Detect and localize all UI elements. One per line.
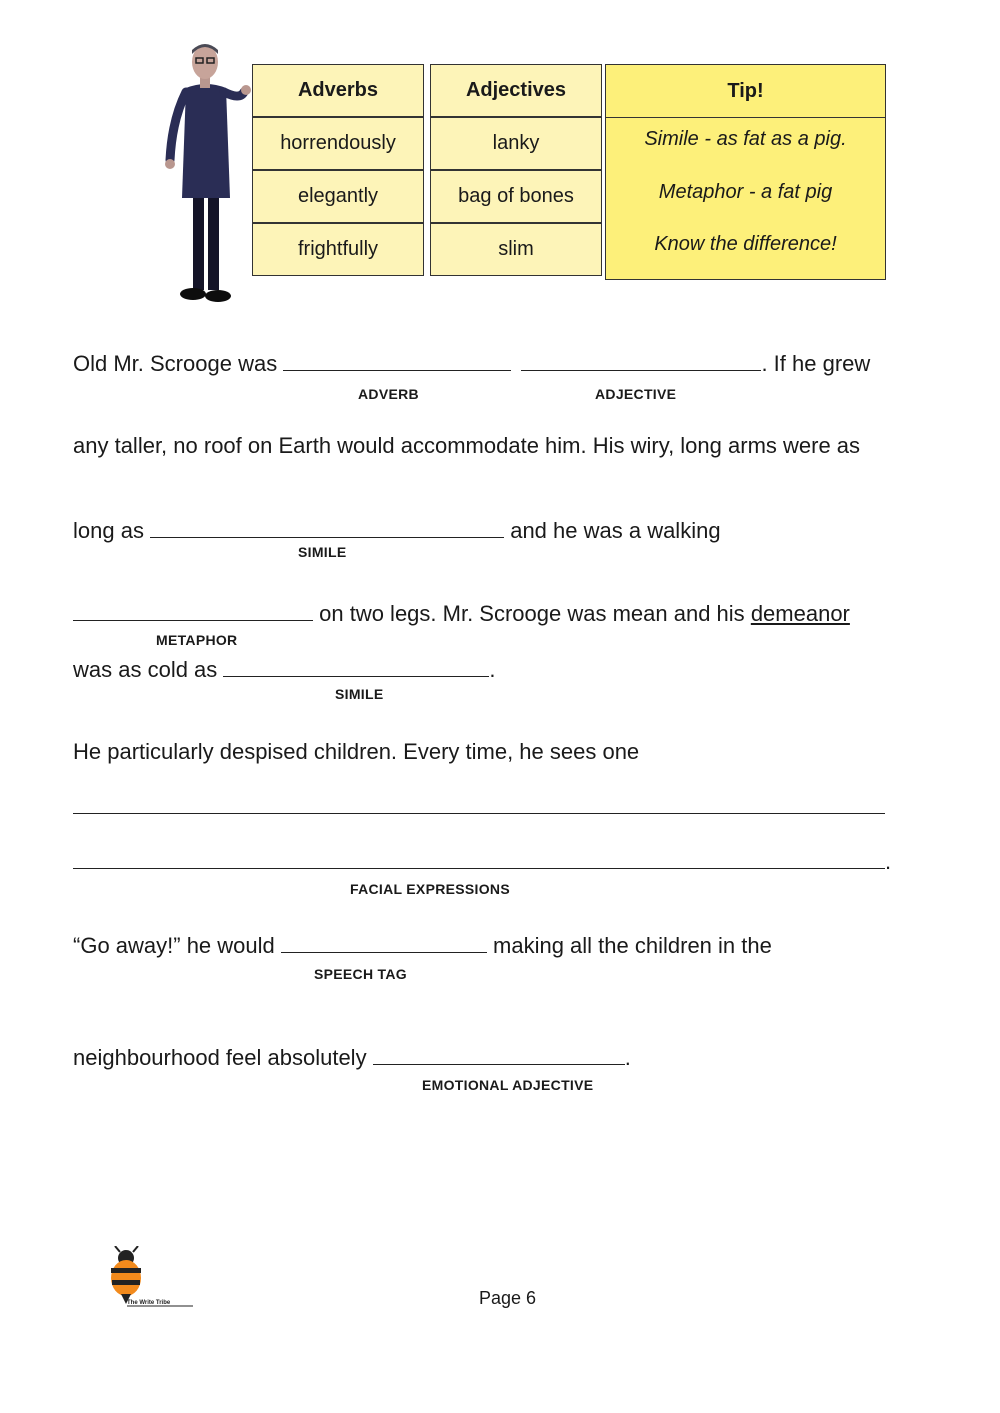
simile-blank-1[interactable] xyxy=(150,517,504,538)
simile-blank-2[interactable] xyxy=(223,656,489,677)
story-line-9 xyxy=(73,932,772,959)
story-line-1 xyxy=(73,350,870,377)
blank-label-metaphor: METAPHOR xyxy=(156,632,238,648)
story-text: . xyxy=(489,657,496,682)
blank-label-emotional-adjective: EMOTIONAL ADJECTIVE xyxy=(422,1077,594,1093)
adverb-blank[interactable] xyxy=(283,350,511,371)
story-text: making all the children in the xyxy=(493,933,772,958)
story-line-6: He particularly despised children. Every time, he sees one xyxy=(73,739,640,764)
story-text: Old Mr. Scrooge was xyxy=(73,351,278,376)
story-text: and he was a walking xyxy=(510,518,721,543)
adjective-cell: slim xyxy=(430,223,602,276)
story-text: . xyxy=(885,849,892,874)
page-number: Page 6 xyxy=(479,1288,537,1308)
story-text: “Go away!” he would xyxy=(73,933,275,958)
tip-box xyxy=(605,64,886,280)
tip-metaphor: Metaphor - a fat pig xyxy=(658,181,833,203)
adverb-cell: elegantly xyxy=(252,170,424,223)
story-text: neighbourhood feel absolutely xyxy=(73,1045,367,1070)
blank-label-simile-1: SIMILE xyxy=(298,544,347,560)
story-line-8 xyxy=(73,848,891,875)
blank-label-adjective: ADJECTIVE xyxy=(595,386,677,402)
story-line-10 xyxy=(73,1044,631,1071)
blank-label-adverb: ADVERB xyxy=(358,386,419,402)
blank-label-facial-expressions: FACIAL EXPRESSIONS xyxy=(350,881,510,897)
story-line-3 xyxy=(73,517,721,544)
adjective-blank[interactable] xyxy=(521,350,761,371)
story-line-2: any taller, no roof on Earth would accommodate him. His wiry, long arms were as xyxy=(73,433,861,458)
adverbs-table xyxy=(252,64,424,276)
story-text: long as xyxy=(73,518,144,543)
adjectives-header: Adjectives xyxy=(430,64,602,117)
bee-icon xyxy=(105,1246,200,1312)
logo-text: The Write Tribe xyxy=(127,1300,171,1306)
adjectives-table xyxy=(430,64,602,276)
underlined-word: demeanor xyxy=(750,601,850,626)
metaphor-blank[interactable] xyxy=(73,600,313,621)
character-illustration xyxy=(160,40,255,305)
story-line-4 xyxy=(73,600,850,627)
adverbs-header: Adverbs xyxy=(252,64,424,117)
emotional-adjective-blank[interactable] xyxy=(373,1044,625,1065)
facial-expression-blank-2[interactable] xyxy=(73,848,885,869)
write-tribe-logo xyxy=(105,1246,200,1312)
story-text: on two legs. Mr. Scrooge was mean and his xyxy=(319,601,745,626)
tip-difference: Know the difference! xyxy=(654,233,837,255)
tip-header: Tip! xyxy=(606,65,885,118)
story-line-7 xyxy=(73,793,885,820)
blank-label-speech-tag: SPEECH TAG xyxy=(314,966,407,982)
tip-simile: Simile - as fat as a pig. xyxy=(644,128,847,150)
adverb-cell: horrendously xyxy=(252,117,424,170)
adverb-cell: frightfully xyxy=(252,223,424,276)
story-line-5 xyxy=(73,656,496,683)
story-text: . If he grew xyxy=(761,351,871,376)
speech-tag-blank[interactable] xyxy=(281,932,487,953)
story-text: . xyxy=(624,1045,631,1070)
adjective-cell: lanky xyxy=(430,117,602,170)
story-text: was as cold as xyxy=(73,657,218,682)
adjective-cell: bag of bones xyxy=(430,170,602,223)
facial-expression-blank-1[interactable] xyxy=(73,793,885,814)
blank-label-simile-2: SIMILE xyxy=(335,686,384,702)
